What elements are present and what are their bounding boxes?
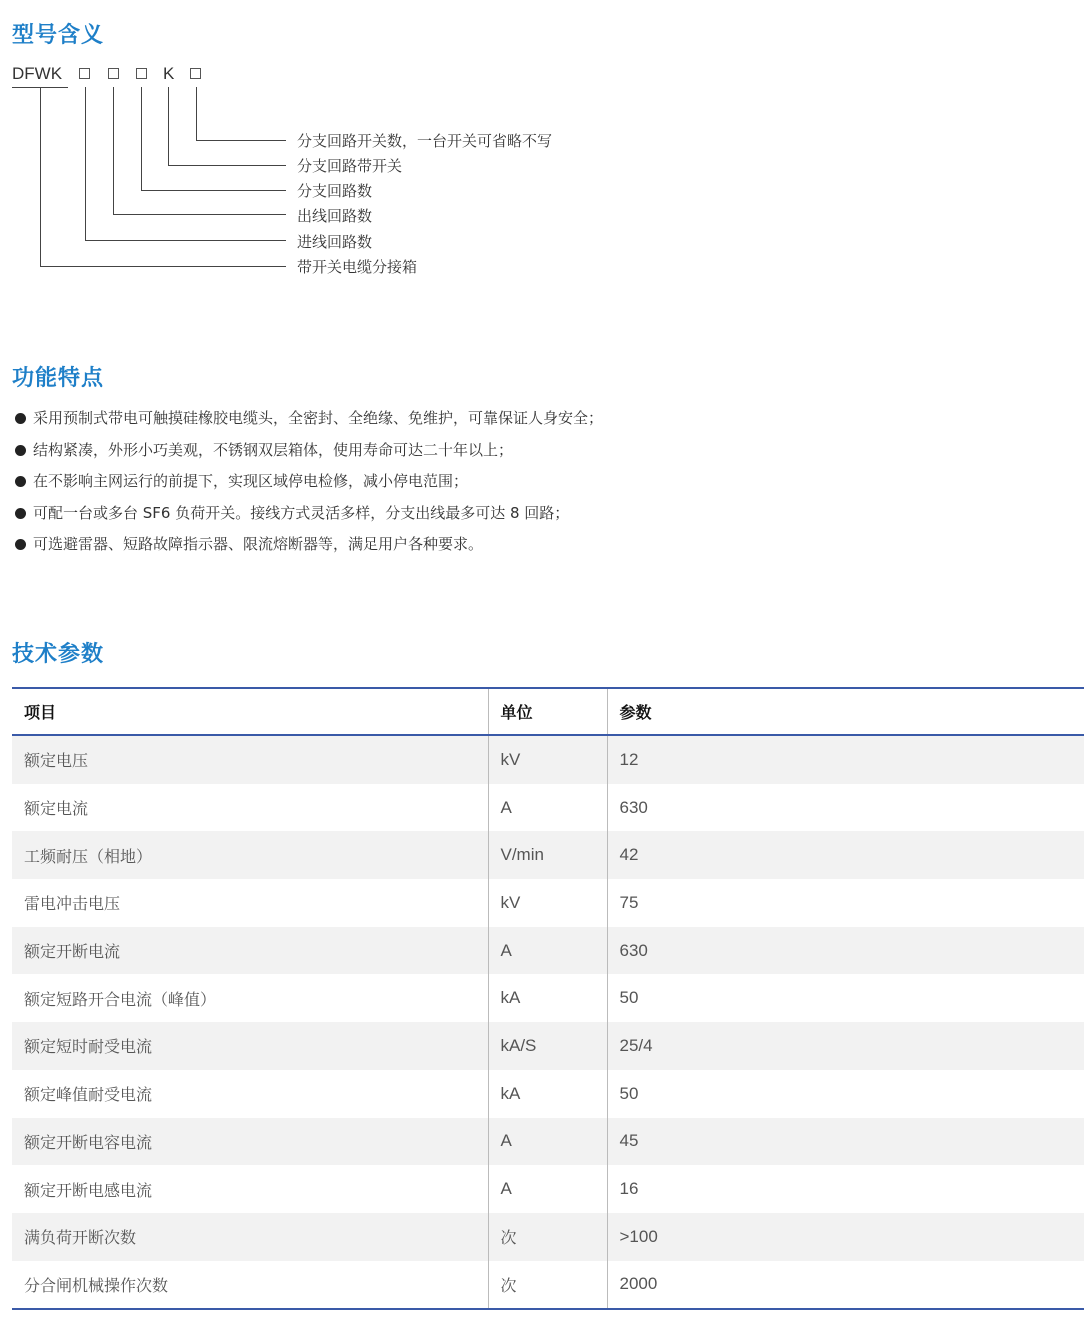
bullet-icon bbox=[15, 476, 26, 487]
table-row bbox=[12, 927, 1084, 975]
meaning-branch-count: 分支回路数 bbox=[297, 182, 373, 200]
cell-unit: A bbox=[488, 784, 607, 832]
cell-item: 满负荷开断次数 bbox=[12, 1213, 488, 1261]
feature-item: 在不影响主网运行的前提下，实现区域停电检修，减小停电范围； bbox=[12, 469, 603, 501]
table-row bbox=[12, 974, 1084, 1022]
leader-vline-1 bbox=[196, 87, 197, 141]
table-row bbox=[12, 831, 1084, 879]
cell-unit: A bbox=[488, 1118, 607, 1166]
table-row bbox=[12, 1070, 1084, 1118]
cell-unit: kA bbox=[488, 1070, 607, 1118]
leader-hline-2 bbox=[168, 165, 286, 166]
cell-item: 额定开断电感电流 bbox=[24, 1180, 153, 1200]
cell-unit: kV bbox=[488, 879, 607, 927]
feature-item: 采用预制式带电可触摸硅橡胶电缆头，全密封、全绝缘、免维护，可靠保证人身安全； bbox=[12, 406, 603, 438]
table-row bbox=[12, 1261, 1084, 1310]
cell-value: >100 bbox=[607, 1213, 1084, 1261]
table-row bbox=[12, 784, 1084, 832]
leader-vline-6 bbox=[40, 87, 41, 267]
meaning-cable-box: 带开关电缆分接箱 bbox=[297, 258, 418, 276]
cell-value: 42 bbox=[607, 831, 1084, 879]
cell-unit: A bbox=[488, 1165, 607, 1213]
meaning-incoming-count: 进线回路数 bbox=[297, 233, 373, 251]
cell-unit: kV bbox=[488, 735, 607, 784]
cell-value: 16 bbox=[607, 1165, 1084, 1213]
cell-item: 额定电压 bbox=[12, 735, 488, 784]
cell-item: 额定短路开合电流（峰值） bbox=[24, 989, 217, 1009]
cell-item: 雷电冲击电压 bbox=[24, 894, 121, 914]
cell-item: 额定开断电容电流 bbox=[12, 1118, 488, 1166]
meaning-branch-with-switch: 分支回路带开关 bbox=[297, 157, 403, 175]
cell-value: 630 bbox=[607, 784, 1084, 832]
leader-vline-2 bbox=[168, 87, 169, 166]
leader-hline-4 bbox=[113, 214, 286, 215]
features-list bbox=[12, 406, 603, 564]
table-row bbox=[12, 879, 1084, 927]
header-item: 项目 bbox=[12, 688, 488, 735]
cell-unit: kA bbox=[488, 974, 607, 1022]
placeholder-box-3 bbox=[136, 68, 147, 79]
cell-item: 额定开断电流 bbox=[12, 927, 488, 975]
leader-hline-3 bbox=[141, 190, 286, 191]
cell-value: 25/4 bbox=[607, 1022, 1084, 1070]
feature-item: 可选避雷器、短路故障指示器、限流熔断器等，满足用户各种要求。 bbox=[12, 532, 603, 564]
feature-item: 结构紧凑，外形小巧美观，不锈钢双层箱体，使用寿命可达二十年以上； bbox=[12, 438, 603, 470]
cell-unit: A bbox=[488, 927, 607, 975]
placeholder-box-4 bbox=[190, 68, 201, 79]
bullet-icon bbox=[15, 413, 26, 424]
cell-unit: 次 bbox=[488, 1213, 607, 1261]
cell-item: 工频耐压（相地） bbox=[12, 831, 488, 879]
placeholder-box-1 bbox=[79, 68, 90, 79]
cell-value: 50 bbox=[607, 974, 1084, 1022]
cell-unit: 次 bbox=[488, 1261, 607, 1310]
meaning-branch-switch-count: 分支回路开关数，一台开关可省略不写 bbox=[297, 132, 553, 150]
model-prefix: DFWK bbox=[12, 64, 63, 83]
cell-item: 分合闸机械操作次数 bbox=[24, 1275, 169, 1295]
cell-value: 50 bbox=[607, 1070, 1084, 1118]
specs-section-title: 技术参数 bbox=[12, 642, 105, 667]
leader-hline-6 bbox=[40, 266, 286, 267]
cell-value: 630 bbox=[607, 927, 1084, 975]
cell-unit: V/min bbox=[488, 831, 607, 879]
cell-value: 12 bbox=[607, 735, 1084, 784]
table-row bbox=[12, 1022, 1084, 1070]
cell-item: 额定短时耐受电流 bbox=[12, 1022, 488, 1070]
cell-item: 额定电流 bbox=[24, 799, 89, 819]
leader-vline-5 bbox=[85, 87, 86, 241]
cell-value: 75 bbox=[607, 879, 1084, 927]
placeholder-box-2 bbox=[108, 68, 119, 79]
feature-item: 可配一台或多台 SF6 负荷开关。接线方式灵活多样，分支出线最多可达 8 回路； bbox=[12, 501, 603, 533]
cell-value: 2000 bbox=[607, 1261, 1084, 1310]
table-header-row bbox=[12, 688, 1084, 735]
table-row bbox=[12, 1118, 1084, 1166]
table-row bbox=[12, 735, 1084, 784]
model-k-letter: K bbox=[163, 64, 175, 83]
table-row bbox=[12, 1165, 1084, 1213]
bullet-icon bbox=[15, 539, 26, 550]
header-value: 参数 bbox=[607, 688, 1084, 735]
bullet-icon bbox=[15, 508, 26, 519]
meaning-outgoing-count: 出线回路数 bbox=[297, 207, 373, 225]
bullet-icon bbox=[15, 445, 26, 456]
features-section-title: 功能特点 bbox=[12, 366, 105, 391]
leader-hline-5 bbox=[85, 240, 286, 241]
header-unit: 单位 bbox=[488, 688, 607, 735]
table-row bbox=[12, 1213, 1084, 1261]
cell-unit: kA/S bbox=[488, 1022, 607, 1070]
model-section-title: 型号含义 bbox=[12, 23, 105, 48]
cell-item: 额定峰值耐受电流 bbox=[24, 1085, 153, 1105]
leader-vline-3 bbox=[141, 87, 142, 191]
spec-table bbox=[12, 687, 1084, 1310]
leader-hline-1 bbox=[196, 140, 286, 141]
cell-value: 45 bbox=[607, 1118, 1084, 1166]
leader-vline-4 bbox=[113, 87, 114, 215]
